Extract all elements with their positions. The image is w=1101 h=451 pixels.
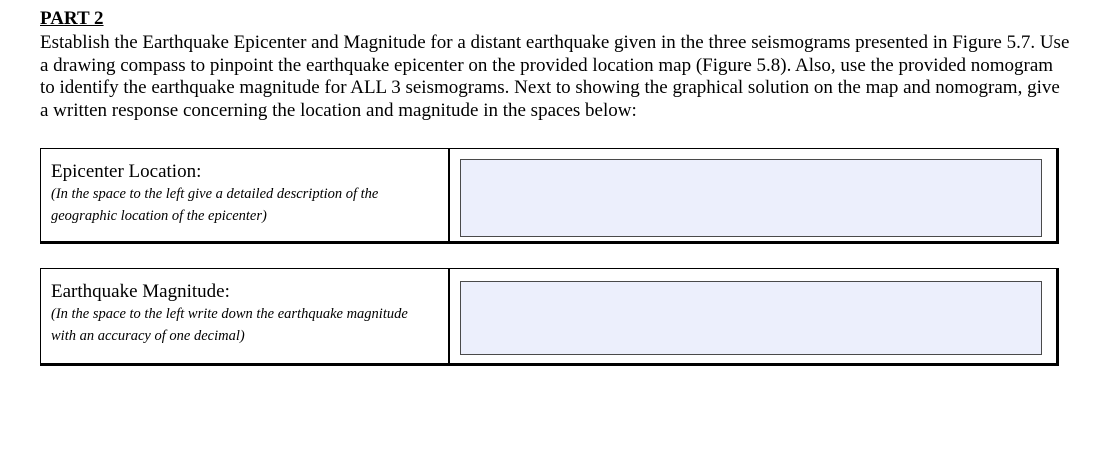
epicenter-location-label-cell	[41, 149, 450, 241]
epicenter-location-row	[40, 148, 1059, 244]
earthquake-magnitude-row	[40, 268, 1059, 366]
earthquake-magnitude-label: Earthquake Magnitude:	[51, 281, 230, 302]
earthquake-magnitude-field[interactable]	[460, 281, 1042, 355]
epicenter-location-label: Epicenter Location:	[51, 161, 202, 182]
earthquake-magnitude-note: (In the space to the left write down the earthquake magnitude with an accuracy of one decimal)	[51, 306, 408, 344]
section-heading: PART 2	[40, 8, 104, 29]
epicenter-location-field[interactable]	[460, 159, 1042, 237]
epicenter-location-input-cell	[450, 149, 1056, 241]
earthquake-magnitude-input-cell	[450, 269, 1056, 363]
epicenter-location-note: (In the space to the left give a detailed description of the geographic location of the epicenter)	[51, 186, 379, 224]
instructions-text: Establish the Earthquake Epicenter and Magnitude for a distant earthquake given in the three seismograms presented in Figure 5.7. Use a drawing compass to pinpoint the earthquake epicenter on the provided location map (Figure 5.8). Also, use the provided nomogram to identify the earthquake magnitude for ALL 3 seismograms. Next to showing the graphical solution on the map and nomogram, give a written response concerning the location and magnitude in the spaces below:	[40, 32, 1070, 121]
earthquake-magnitude-label-cell	[41, 269, 450, 363]
